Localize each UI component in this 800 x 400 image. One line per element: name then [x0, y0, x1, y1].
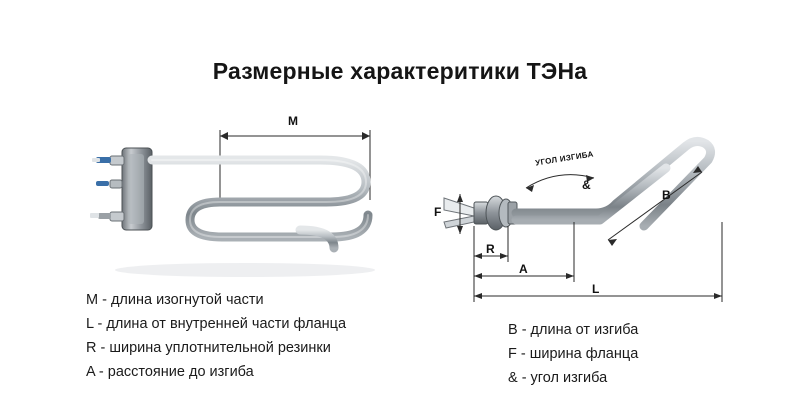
dimension-label-B: B: [662, 188, 671, 202]
flange-nut: [474, 196, 517, 230]
dimension-label-F: F: [434, 205, 442, 219]
right-figure: [430, 130, 760, 300]
legend-item: F - ширина фланца: [508, 346, 639, 362]
legend-item: B - длина от изгиба: [508, 322, 639, 338]
legend-item: L - длина от внутренней части фланца: [86, 316, 347, 332]
flange-assembly: [90, 148, 152, 230]
left-heater-illustration: [70, 120, 380, 285]
legend-item: & - угол изгиба: [508, 370, 608, 386]
heating-tube: [152, 160, 368, 248]
heating-tube: [516, 141, 711, 226]
left-figure: [70, 114, 380, 280]
dimension-label-L: L: [592, 282, 600, 296]
bend-angle-caption: УГОЛ ИЗГИБА: [534, 149, 595, 168]
terminal-pins: [444, 198, 474, 228]
page-title: Размерные характеритики ТЭНа: [212, 58, 588, 84]
dimension-label-A: A: [519, 262, 528, 276]
legend-item: M - длина изогнутой части: [86, 292, 264, 308]
right-heater-illustration: [430, 130, 765, 305]
legend-item: R - ширина уплотнительной резинки: [86, 340, 331, 356]
dimension-label-M: M: [288, 114, 298, 128]
dimension-label-R: R: [486, 242, 495, 256]
legend-right: [508, 318, 638, 390]
shadow: [115, 263, 375, 277]
dimension-label-angle: &: [582, 178, 591, 192]
legend-item: A - расстояние до изгиба: [86, 364, 254, 380]
legend-left: [86, 288, 346, 384]
